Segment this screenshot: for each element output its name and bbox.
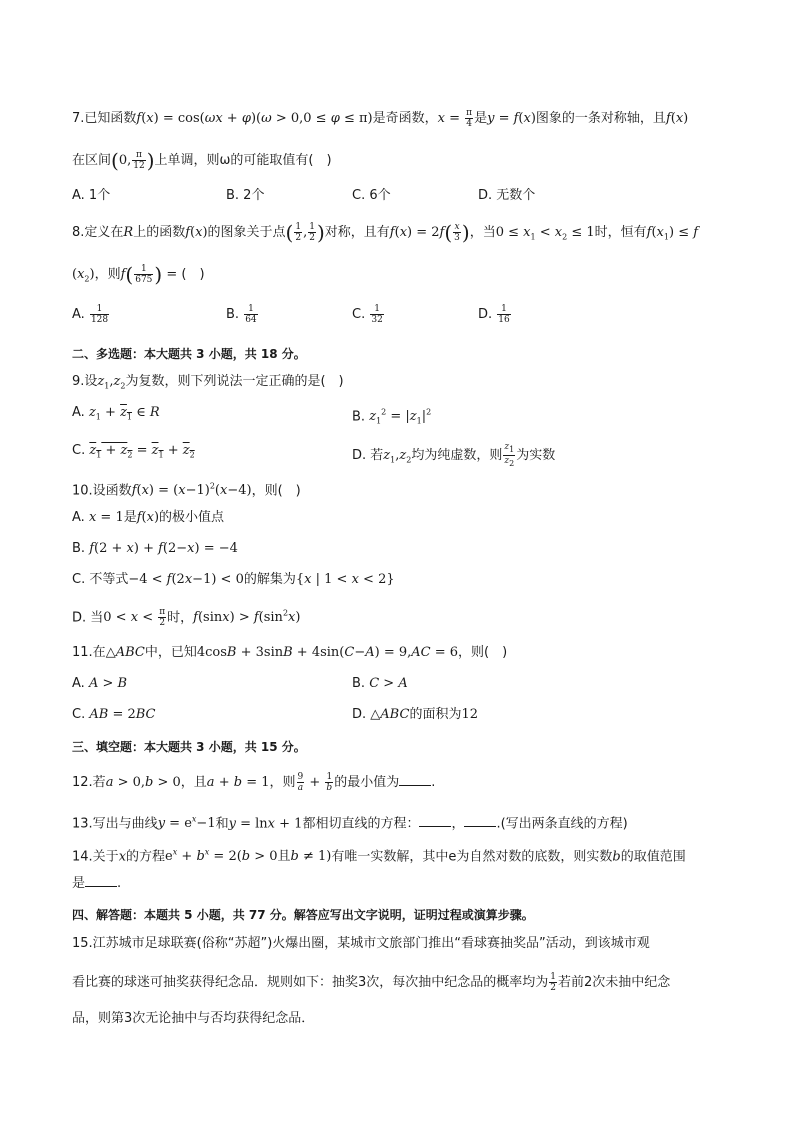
q7-text: 图象的一条对称轴，且 [535, 111, 666, 126]
section-4-heading: 四、解答题：本题共 5 小题，共 77 分。解答应写出文字说明，证明过程或演算步骤。 [72, 908, 534, 922]
q11-option-b: B. C > A [352, 676, 408, 691]
q14-line1: 14.关于x的方程$e^x + b^x = 2(b > 0$且b ≠ 1)有唯一实数解，其中e为自然对数的底数，则实数b的取值范围 [72, 848, 686, 865]
q10-option-c: C. 不等式−4 < f(2x−1) < 0的解集为{x | 1 < x < 2} [72, 572, 395, 587]
q7-text: 是 [474, 111, 488, 126]
q7-text: 在区间 [72, 153, 112, 168]
q11-option-c: C. AB = 2BC [72, 707, 156, 722]
q9-option-a: A. $z_1 + z_1$ ∈ R [72, 405, 160, 422]
q10-option-b: B. f(2 + x) + f(2−x) = −4 [72, 541, 238, 556]
q11-stem: 11.在△ABC中，已知4cosB + 3sinB + 4sin(C−A) = 9,AC = 6，则( ) [72, 645, 508, 660]
q10-stem: 10.设函数$f(x) = (x-1)^2(x-4)$，则( ) [72, 482, 301, 499]
q8-text: ，则 [94, 267, 121, 282]
q8-option-c: C. $\frac{1}{32}$ [352, 304, 383, 325]
q8-line1: 8.定义在R上的函数f(x)的图象关于点( $\frac{1}{2}$ , $\frac{1}{2}$ )对称，且有f(x) = 2f( $\frac{x}{3}$ )，当$0 \le x_1 < x_2 \le 1$时，恒有$f(x_1) \le f$ [72, 220, 699, 245]
q15-line3: 品，则第3次无论抽中与否均获得纪念品． [72, 1011, 315, 1026]
q13-answer-blank-2[interactable] [464, 814, 496, 827]
q7-option-a: A. 1个 [72, 188, 111, 203]
q9-option-c: C. $z_1 + z_2 = z_1 + z_2$ [72, 443, 195, 460]
q7-line2: 在区间(0, $\frac{\pi}{12}$ )上单调，则ω的可能取值有( ) [72, 148, 332, 173]
q7-option-c: C. 6个 [352, 188, 391, 203]
q9-option-d: D. 若$z_1,z_2$均为纯虚数，则 $\frac{z_1}{z_2}$ 为实数 [352, 442, 556, 468]
q8-text: ，当 [469, 225, 496, 240]
q12-stem: 12.若a > 0,b > 0，且a + b = 1，则 $\frac{9}{a}$ + $\frac{1}{b}$ 的最小值为 . [72, 772, 436, 793]
section-3-heading: 三、填空题：本大题共 3 小题，共 15 分。 [72, 740, 306, 754]
q14-line2: 是 . [72, 876, 122, 891]
q10-option-a: A. x = 1是f(x)的极小值点 [72, 510, 225, 525]
section-2-heading: 二、多选题：本大题共 3 小题，共 18 分。 [72, 347, 306, 361]
q14-answer-blank[interactable] [85, 874, 117, 887]
q9-option-b: B. $z_1^2 = |z_1|^2$ [352, 408, 432, 426]
q8-line2: $(x_2)$，则f( $\frac{1}{675}$ ) = ( ) [72, 262, 205, 287]
q15-line2: 看比赛的球迷可抽奖获得纪念品．规则如下：抽奖3次，每次抽中纪念品的概率均为 $\frac{1}{2}$ 若前2次未抽中纪念 [72, 972, 671, 993]
q13-answer-blank-1[interactable] [419, 814, 451, 827]
q8-option-b: B. $\frac{1}{64}$ [226, 304, 257, 325]
q7-text: 是奇函数， [372, 111, 438, 126]
q8-text: 对称，且有 [324, 225, 390, 240]
q15-line1: 15.江苏城市足球联赛(俗称“苏超”)火爆出圈，某城市文旅部门推出“看球赛抽奖品”活动，到该城市观 [72, 936, 650, 951]
q13-stem: 13.写出与曲线$y = e^x-1$和y = lnx + 1都相切直线的方程： ， .(写出两条直线的方程) [72, 815, 628, 832]
q7-line1: 7.已知函数f(x) = cos(ωx + φ)(ω > 0,0 ≤ φ ≤ π)是奇函数，x = $\frac{\pi}{4}$ 是y = f(x)图象的一条对称轴，且f(x) [72, 108, 689, 129]
q7-text: 7.已知函数 [72, 111, 137, 126]
q7-option-b: B. 2个 [226, 188, 265, 203]
q8-option-a: A. $\frac{1}{128}$ [72, 304, 109, 325]
q7-option-d: D. 无数个 [478, 188, 536, 203]
q8-text: 时，恒有 [594, 225, 647, 240]
q11-option-d: D. △ABC的面积为12 [352, 707, 478, 722]
q11-option-a: A. A > B [72, 676, 128, 691]
q8-option-d: D. $\frac{1}{16}$ [478, 304, 510, 325]
q9-stem: 9.设$z_1,z_2$为复数，则下列说法一定正确的是( ) [72, 374, 344, 391]
q8-text: ( ) [181, 267, 205, 282]
q10-option-d: D. 当0 < x < $\frac{\pi}{2}$ 时，$f(\sin x) > f(\sin^2x)$ [72, 607, 301, 629]
q8-text: 上的函数 [133, 225, 186, 240]
q8-text: 8.定义在 [72, 225, 124, 240]
q12-answer-blank[interactable] [399, 773, 431, 786]
q8-text: 的图象关于点 [207, 225, 286, 240]
q7-text: 上单调，则ω的可能取值有( ) [154, 153, 332, 168]
